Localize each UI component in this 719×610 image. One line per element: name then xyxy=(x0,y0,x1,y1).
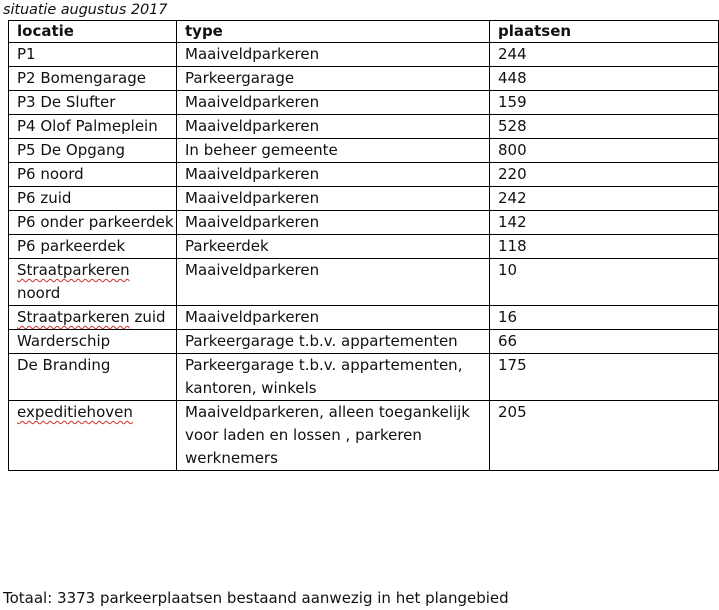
locatie-cell: P1 xyxy=(9,43,177,67)
table-row xyxy=(9,91,719,115)
locatie-cell: P4 Olof Palmeplein xyxy=(9,115,177,139)
plaatsen-cell: 800 xyxy=(490,139,719,163)
plaatsen-cell: 175 xyxy=(490,354,719,401)
table-row xyxy=(9,235,719,259)
locatie-cell: expeditiehoven xyxy=(9,401,177,471)
locatie-cell: P5 De Opgang xyxy=(9,139,177,163)
table-row xyxy=(9,211,719,235)
locatie-cell: P6 onder parkeerdek xyxy=(9,211,177,235)
locatie-cell: P6 zuid xyxy=(9,187,177,211)
plaatsen-cell: 66 xyxy=(490,330,719,354)
type-cell: Maaiveldparkeren, alleen toegankelijk voor laden en lossen , parkeren werknemers xyxy=(177,401,490,471)
column-header-plaatsen: plaatsen xyxy=(490,21,719,43)
locatie-cell: P6 parkeerdek xyxy=(9,235,177,259)
table-row xyxy=(9,163,719,187)
table-header-row xyxy=(9,21,719,43)
column-header-type: type xyxy=(177,21,490,43)
table-row xyxy=(9,115,719,139)
table-row xyxy=(9,401,719,471)
locatie-cell: De Branding xyxy=(9,354,177,401)
type-cell: Maaiveldparkeren xyxy=(177,115,490,139)
table-caption: situatie augustus 2017 xyxy=(3,2,168,18)
total-summary: Totaal: 3373 parkeerplaatsen bestaand aanwezig in het plangebied xyxy=(3,589,509,607)
locatie-cell: P3 De Slufter xyxy=(9,91,177,115)
plaatsen-cell: 205 xyxy=(490,401,719,471)
locatie-cell: P2 Bomengarage xyxy=(9,67,177,91)
type-cell: Parkeergarage xyxy=(177,67,490,91)
plaatsen-cell: 528 xyxy=(490,115,719,139)
type-cell: Maaiveldparkeren xyxy=(177,163,490,187)
type-cell: Maaiveldparkeren xyxy=(177,211,490,235)
table-row xyxy=(9,306,719,330)
column-header-locatie: locatie xyxy=(9,21,177,43)
type-cell: Maaiveldparkeren xyxy=(177,43,490,67)
locatie-cell: P6 noord xyxy=(9,163,177,187)
type-cell: Maaiveldparkeren xyxy=(177,259,490,306)
locatie-cell: Straatparkeren noord xyxy=(9,259,177,306)
plaatsen-cell: 159 xyxy=(490,91,719,115)
locatie-cell: Warderschip xyxy=(9,330,177,354)
plaatsen-cell: 142 xyxy=(490,211,719,235)
plaatsen-cell: 16 xyxy=(490,306,719,330)
table-row xyxy=(9,43,719,67)
table-row xyxy=(9,139,719,163)
table-row xyxy=(9,67,719,91)
type-cell: Parkeergarage t.b.v. appartementen xyxy=(177,330,490,354)
table-row xyxy=(9,354,719,401)
type-cell: Parkeerdek xyxy=(177,235,490,259)
parking-table xyxy=(8,20,719,471)
locatie-cell: Straatparkeren zuid xyxy=(9,306,177,330)
plaatsen-cell: 448 xyxy=(490,67,719,91)
type-cell: Parkeergarage t.b.v. appartementen, kantoren, winkels xyxy=(177,354,490,401)
plaatsen-cell: 242 xyxy=(490,187,719,211)
type-cell: Maaiveldparkeren xyxy=(177,306,490,330)
table-row xyxy=(9,259,719,306)
type-cell: Maaiveldparkeren xyxy=(177,91,490,115)
plaatsen-cell: 244 xyxy=(490,43,719,67)
plaatsen-cell: 118 xyxy=(490,235,719,259)
plaatsen-cell: 220 xyxy=(490,163,719,187)
type-cell: In beheer gemeente xyxy=(177,139,490,163)
type-cell: Maaiveldparkeren xyxy=(177,187,490,211)
table-row xyxy=(9,330,719,354)
table-row xyxy=(9,187,719,211)
plaatsen-cell: 10 xyxy=(490,259,719,306)
